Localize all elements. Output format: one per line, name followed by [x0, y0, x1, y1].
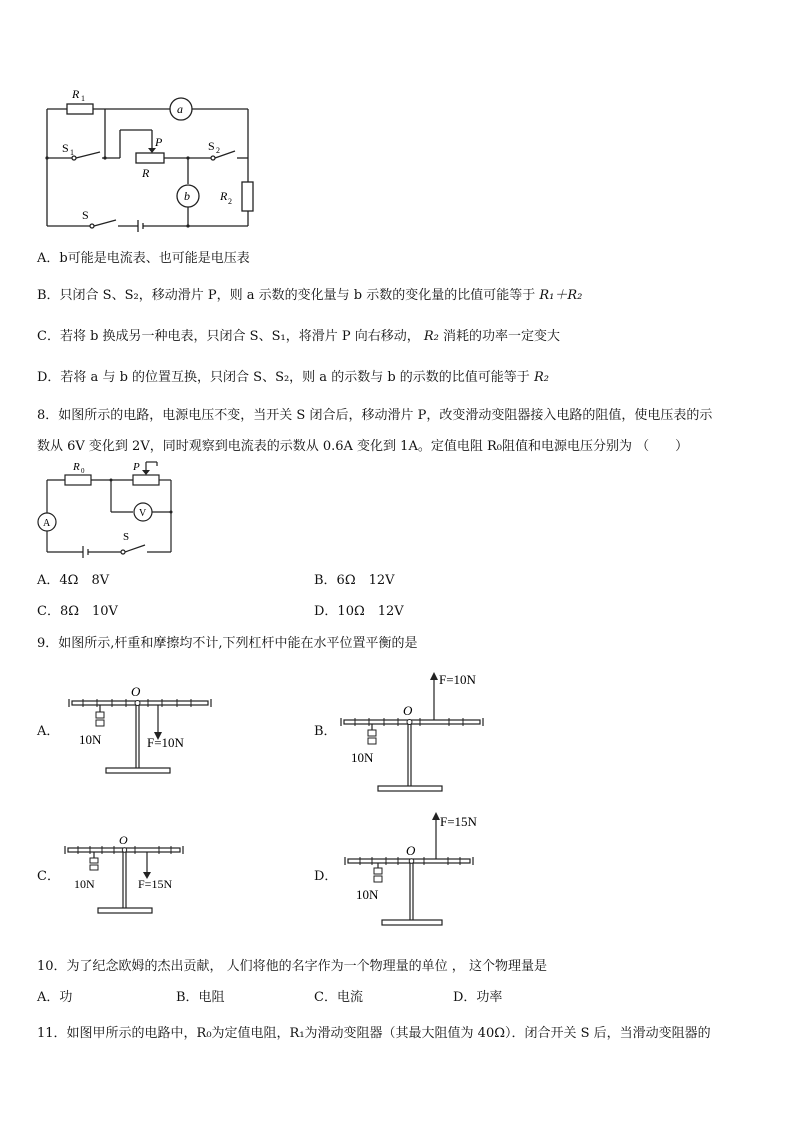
q9-stem: 9．如图所示,杆重和摩擦均不计,下列杠杆中能在水平位置平衡的是: [37, 636, 418, 651]
q7-option-c-tail: 消耗的功率一定变大: [442, 329, 560, 344]
q8-p-label: P: [133, 461, 140, 473]
q7-option-c: [37, 328, 560, 346]
q9-lever-figure-d: [342, 810, 492, 935]
q8-stem-line2: 数从 6V 变化到 2V，同时观察到电流表的示数从 0.6A 变化到 1A。定值电阻 R₀阻值和电源电压分别为 （ ）: [37, 439, 689, 454]
q9-lever-figure-a: [66, 680, 216, 780]
q7-option-b-formula: R₁＋R₂: [539, 288, 583, 303]
q7-option-d-r2: R₂: [533, 370, 549, 385]
q7-r2-sub: 2: [228, 197, 232, 206]
q10-option-d: D．功率: [453, 990, 503, 1005]
q9-label-b: B．: [314, 724, 337, 739]
q9-lever-figure-b: [338, 668, 488, 798]
q7-meter-a: a: [177, 102, 183, 116]
q9d-force-label: F=15N: [440, 814, 477, 829]
q8-r0-sub: 0: [81, 467, 85, 475]
q9-label-a: A．: [37, 724, 60, 739]
q7-r2-label: R: [220, 189, 228, 203]
q7-r-label: R: [142, 166, 150, 180]
q9a-pivot-label: O: [131, 684, 141, 699]
q9b-pivot-label: O: [403, 703, 413, 718]
q7-meter-b: b: [184, 189, 190, 203]
q10-option-a: A．功: [37, 990, 73, 1005]
q7-r1-sub: 1: [81, 94, 85, 103]
q9c-force-label: F=15N: [138, 877, 173, 891]
q8-voltmeter-label: V: [139, 508, 147, 519]
q7-s1-label: S: [62, 141, 69, 155]
q8-option-d: D．10Ω 12V: [314, 604, 404, 619]
q9b-weight-label: 10N: [351, 750, 374, 765]
q10-option-b: B．电阻: [176, 990, 225, 1005]
q7-option-c-r2: R₂: [423, 329, 439, 344]
q9a-weight-label: 10N: [79, 732, 102, 747]
q9d-weight-label: 10N: [356, 887, 379, 902]
q8-option-a: A．4Ω 8V: [37, 573, 110, 588]
q10-option-c: C．电流: [314, 990, 363, 1005]
q7-s-label: S: [82, 208, 89, 222]
q7-p-label: P: [155, 135, 163, 149]
q7-option-b-text: B．只闭合 S、S₂，移动滑片 P，则 a 示数的变化量与 b 示数的变化量的比值可能等于: [37, 288, 536, 303]
q8-s-label: S: [123, 531, 130, 543]
q8-circuit-diagram: [35, 458, 180, 558]
q8-stem-line1: 8．如图所示的电路，电源电压不变，当开关 S 闭合后，移动滑片 P，改变滑动变阻器接入电路的阻值，使电压表的示: [37, 408, 713, 423]
q10-stem: 10．为了纪念欧姆的杰出贡献， 人们将他的名字作为一个物理量的单位 ， 这个物理量是: [37, 959, 547, 974]
q8-option-b: B．6Ω 12V: [314, 573, 395, 588]
q7-option-d: [37, 369, 549, 387]
q7-r1-label: R: [72, 87, 80, 101]
q7-s2-sub: 2: [216, 146, 220, 155]
q7-option-b: [37, 287, 582, 305]
q7-option-a: A．b可能是电流表、也可能是电压表: [37, 251, 250, 266]
q9-label-d: D．: [314, 869, 338, 884]
q7-option-c-text: C．若将 b 换成另一种电表，只闭合 S、S₁，将滑片 P 向右移动，: [37, 329, 420, 344]
q9a-force-label: F=10N: [147, 735, 184, 750]
q11-stem: 11．如图甲所示的电路中，R₀为定值电阻，R₁为滑动变阻器（其最大阻值为 40Ω）．闭合开关 S 后，当滑动变阻器的: [37, 1026, 711, 1041]
q9-label-c: C．: [37, 869, 60, 884]
q8-ammeter-label: A: [43, 518, 51, 529]
q9d-pivot-label: O: [406, 843, 416, 858]
q7-circuit-diagram: [30, 82, 260, 232]
q7-s2-label: S: [208, 139, 215, 153]
q7-s1-sub: 1: [70, 148, 74, 157]
q7-option-d-text: D．若将 a 与 b 的位置互换，只闭合 S、S₂，则 a 的示数与 b 的示数的比值可能等于: [37, 370, 530, 385]
q9b-force-label: F=10N: [439, 672, 476, 687]
q8-option-c: C．8Ω 10V: [37, 604, 118, 619]
q9-lever-figure-c: [62, 830, 192, 920]
q8-r0-label: R: [73, 461, 80, 473]
q9c-weight-label: 10N: [74, 877, 95, 891]
q9c-pivot-label: O: [119, 833, 128, 847]
